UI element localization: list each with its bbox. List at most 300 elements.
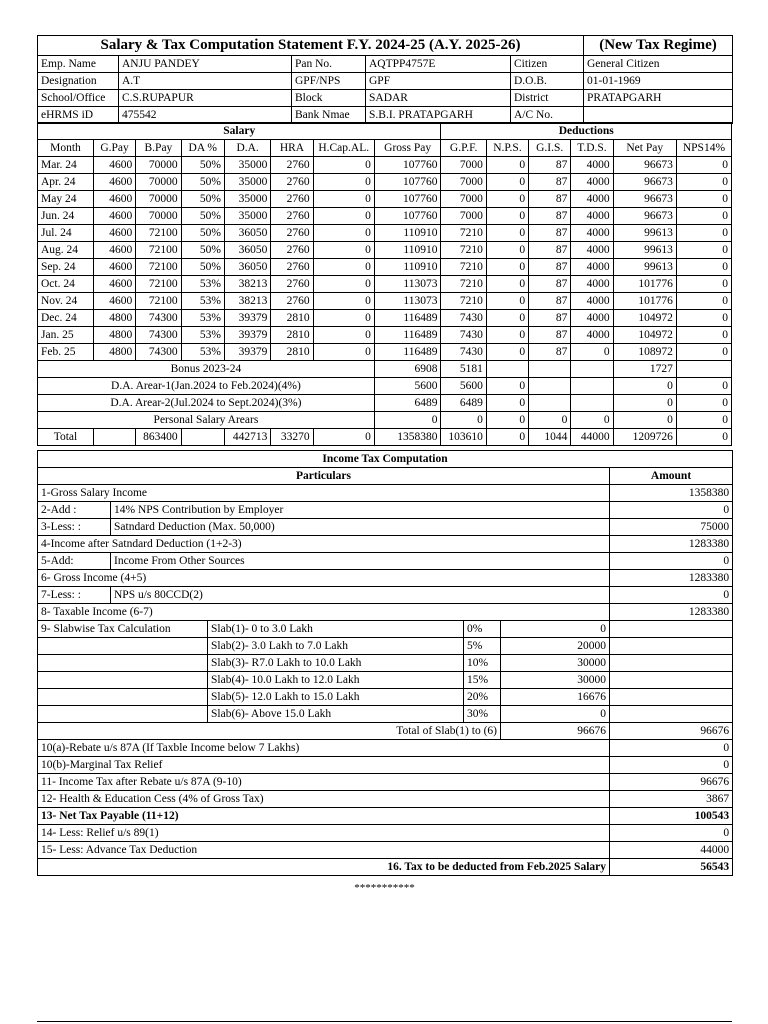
table-cell: 4600 [93, 191, 135, 208]
table-cell: 87 [529, 191, 571, 208]
table-cell: 0 [486, 157, 528, 174]
salary-heading: Salary [38, 123, 441, 140]
statement-title: Salary & Tax Computation Statement F.Y. 2024-25 (A.Y. 2025-26) [38, 36, 584, 56]
table-cell: 0 [676, 259, 731, 276]
table-cell: Feb. 25 [38, 344, 94, 361]
table-cell: 87 [529, 293, 571, 310]
table-cell: 38213 [224, 293, 270, 310]
tax-regime: (New Tax Regime) [584, 36, 733, 56]
table-cell: 39379 [224, 344, 270, 361]
table-cell: 50% [181, 225, 224, 242]
table-cell: 0 [486, 276, 528, 293]
table-cell: 96673 [613, 174, 676, 191]
table-cell: 35000 [224, 191, 270, 208]
table-cell: 0 [486, 310, 528, 327]
line-3-desc: Satndard Deduction (Max. 50,000) [111, 519, 610, 536]
table-cell: 4000 [571, 276, 613, 293]
table-cell: 7210 [441, 259, 486, 276]
table-cell: 108972 [613, 344, 676, 361]
table-cell: 50% [181, 174, 224, 191]
line-8-value: 1283380 [610, 604, 733, 621]
end-stars: *********** [354, 882, 415, 894]
arrear-tds: 0 [571, 412, 613, 429]
table-cell: 0 [676, 242, 731, 259]
table-cell: 50% [181, 157, 224, 174]
empty-cell [610, 672, 733, 689]
arrear-gpf: 5181 [441, 361, 486, 378]
table-cell: 101776 [613, 276, 676, 293]
column-header: HRA [271, 140, 313, 157]
column-header: G.I.S. [529, 140, 571, 157]
ac-label: A/C No. [511, 107, 584, 124]
slab-label: Slab(5)- 12.0 Lakh to 15.0 Lakh [208, 689, 464, 706]
table-cell: 110910 [374, 259, 441, 276]
table-cell: 104972 [613, 327, 676, 344]
table-cell: 116489 [374, 344, 441, 361]
total-gpf: 103610 [441, 429, 486, 446]
line-16-label: 16. Tax to be deducted from Feb.2025 Salary [38, 859, 610, 876]
table-cell: 50% [181, 259, 224, 276]
total-label: Total [38, 429, 94, 446]
table-cell: 0 [486, 327, 528, 344]
slab-tax: 0 [501, 621, 610, 638]
table-cell: 0 [486, 259, 528, 276]
table-cell: 74300 [136, 344, 181, 361]
line-8-label: 8- Taxable Income (6-7) [38, 604, 610, 621]
table-cell: 74300 [136, 310, 181, 327]
table-cell: 0 [676, 344, 731, 361]
table-cell: 4600 [93, 208, 135, 225]
table-cell: 87 [529, 259, 571, 276]
slab-label: Slab(3)- R7.0 Lakh to 10.0 Lakh [208, 655, 464, 672]
column-header: H.Cap.AL. [313, 140, 374, 157]
total-da: 442713 [224, 429, 270, 446]
slab-tax: 30000 [501, 672, 610, 689]
table-cell: 0 [676, 157, 731, 174]
amount-heading: Amount [610, 468, 733, 485]
table-cell: 99613 [613, 259, 676, 276]
total-row [38, 429, 732, 446]
table-cell: 4600 [93, 276, 135, 293]
table-cell: 101776 [613, 293, 676, 310]
arrear-gross: 5600 [374, 378, 441, 395]
table-cell: 2760 [271, 208, 313, 225]
arrear-gis [529, 361, 571, 378]
table-cell: 7000 [441, 208, 486, 225]
line-1-value: 1358380 [610, 485, 733, 502]
arrear-nps: 0 [486, 412, 528, 429]
table-cell: 96673 [613, 157, 676, 174]
table-cell: 53% [181, 327, 224, 344]
block-value: SADAR [366, 90, 511, 107]
arrear-tds [571, 361, 613, 378]
arrear-nps [486, 361, 528, 378]
table-cell: 96673 [613, 191, 676, 208]
table-row [38, 225, 732, 242]
slab-rate: 10% [464, 655, 501, 672]
table-row [38, 174, 732, 191]
designation-value: A.T [119, 73, 292, 90]
table-row [38, 276, 732, 293]
arrear-label: D.A. Arear-1(Jan.2024 to Feb.2024)(4%) [38, 378, 375, 395]
table-cell: 0 [313, 157, 374, 174]
line-4-label: 4-Income after Satndard Deduction (1+2-3) [38, 536, 610, 553]
slab-rate: 5% [464, 638, 501, 655]
table-cell: 35000 [224, 157, 270, 174]
table-cell: Apr. 24 [38, 174, 94, 191]
table-cell: 2760 [271, 276, 313, 293]
slab-tax: 16676 [501, 689, 610, 706]
table-cell: 7210 [441, 293, 486, 310]
table-cell: 38213 [224, 276, 270, 293]
arrear-gpf: 5600 [441, 378, 486, 395]
district-label: District [511, 90, 584, 107]
slab-rate: 30% [464, 706, 501, 723]
tax-heading: Income Tax Computation [38, 451, 733, 468]
line-10b-label: 10(b)-Marginal Tax Relief [38, 757, 610, 774]
table-cell: 96673 [613, 208, 676, 225]
table-cell: 116489 [374, 327, 441, 344]
arrear-gpf: 6489 [441, 395, 486, 412]
slab-rate: 20% [464, 689, 501, 706]
table-row [38, 157, 732, 174]
table-cell: 4000 [571, 242, 613, 259]
line-3-label: 3-Less: : [38, 519, 111, 536]
table-cell: 39379 [224, 327, 270, 344]
table-cell: 4000 [571, 174, 613, 191]
table-cell: 72100 [136, 242, 181, 259]
line-14-label: 14- Less: Relief u/s 89(1) [38, 825, 610, 842]
table-cell: 0 [676, 293, 731, 310]
table-cell: 4800 [93, 310, 135, 327]
table-cell: 7430 [441, 310, 486, 327]
slab-tax: 20000 [501, 638, 610, 655]
table-cell: 4000 [571, 310, 613, 327]
table-cell: 7430 [441, 344, 486, 361]
table-cell: 0 [486, 225, 528, 242]
page-divider [37, 1021, 732, 1022]
designation-label: Designation [38, 73, 119, 90]
line-12-label: 12- Health & Education Cess (4% of Gross Tax) [38, 791, 610, 808]
table-cell: 7210 [441, 242, 486, 259]
table-cell: 107760 [374, 174, 441, 191]
table-cell: 53% [181, 344, 224, 361]
empty-cell [38, 672, 208, 689]
column-header: NPS14% [676, 140, 731, 157]
table-cell: 113073 [374, 276, 441, 293]
column-header: N.P.S. [486, 140, 528, 157]
table-row [38, 208, 732, 225]
table-cell: 99613 [613, 242, 676, 259]
line-7-value: 0 [610, 587, 733, 604]
district-value: PRATAPGARH [584, 90, 733, 107]
table-cell: 35000 [224, 208, 270, 225]
table-cell: 50% [181, 242, 224, 259]
emp-name-label: Emp. Name [38, 56, 119, 73]
slab-total: 96676 [501, 723, 610, 740]
bank-label: Bank Nmae [292, 107, 366, 124]
table-cell: 74300 [136, 327, 181, 344]
line-1-label: 1-Gross Salary Income [38, 485, 610, 502]
table-cell: 4800 [93, 344, 135, 361]
line-10a-value: 0 [610, 740, 733, 757]
table-cell: 4000 [571, 157, 613, 174]
arrear-row [38, 412, 732, 429]
line-11-label: 11- Income Tax after Rebate u/s 87A (9-10) [38, 774, 610, 791]
table-row [38, 242, 732, 259]
total-nps14: 0 [676, 429, 731, 446]
line-6-label: 6- Gross Income (4+5) [38, 570, 610, 587]
table-cell: 72100 [136, 276, 181, 293]
particulars-heading: Particulars [38, 468, 610, 485]
table-cell: 0 [571, 344, 613, 361]
table-cell: 4600 [93, 174, 135, 191]
line-14-value: 0 [610, 825, 733, 842]
table-cell: 36050 [224, 259, 270, 276]
table-cell: 72100 [136, 225, 181, 242]
line-7-label: 7-Less: : [38, 587, 111, 604]
slab-rate: 0% [464, 621, 501, 638]
tax-computation-table [37, 450, 733, 876]
line-16-value: 56543 [610, 859, 733, 876]
slab-label: Slab(1)- 0 to 3.0 Lakh [208, 621, 464, 638]
slab-tax: 0 [501, 706, 610, 723]
arrear-nps14: 0 [676, 395, 731, 412]
table-cell: 0 [313, 344, 374, 361]
table-cell: 0 [486, 344, 528, 361]
table-cell: 2810 [271, 344, 313, 361]
table-cell: Mar. 24 [38, 157, 94, 174]
school-value: C.S.RUPAPUR [119, 90, 292, 107]
empty-cell [610, 638, 733, 655]
line-11-value: 96676 [610, 774, 733, 791]
dob-label: D.O.B. [511, 73, 584, 90]
line-12-value: 3867 [610, 791, 733, 808]
table-cell: 53% [181, 310, 224, 327]
line-10b-value: 0 [610, 757, 733, 774]
arrear-nps14: 0 [676, 412, 731, 429]
emp-name-value: ANJU PANDEY [119, 56, 292, 73]
total-bpay: 863400 [136, 429, 181, 446]
arrear-gis: 0 [529, 412, 571, 429]
table-cell: 99613 [613, 225, 676, 242]
table-cell: 2760 [271, 191, 313, 208]
arrear-tds [571, 378, 613, 395]
deductions-heading: Deductions [441, 123, 732, 140]
table-row [38, 293, 732, 310]
total-hra: 33270 [271, 429, 313, 446]
table-cell: 0 [313, 208, 374, 225]
table-cell: 0 [676, 208, 731, 225]
table-cell: 87 [529, 242, 571, 259]
table-cell: 53% [181, 293, 224, 310]
empty-cell [38, 638, 208, 655]
slab-label: Slab(2)- 3.0 Lakh to 7.0 Lakh [208, 638, 464, 655]
table-cell: 0 [676, 310, 731, 327]
table-cell: 0 [676, 327, 731, 344]
line-5-label: 5-Add: [38, 553, 111, 570]
column-header: B.Pay [136, 140, 181, 157]
table-cell: 4000 [571, 191, 613, 208]
arrear-label: D.A. Arear-2(Jul.2024 to Sept.2024)(3%) [38, 395, 375, 412]
arrear-nps14: 0 [676, 378, 731, 395]
line-3-value: 75000 [610, 519, 733, 536]
line-5-desc: Income From Other Sources [111, 553, 610, 570]
table-cell: 87 [529, 225, 571, 242]
arrear-label: Personal Salary Arears [38, 412, 375, 429]
table-cell: 110910 [374, 225, 441, 242]
line-10a-label: 10(a)-Rebate u/s 87A (If Taxble Income below 7 Lakhs) [38, 740, 610, 757]
table-cell: 0 [486, 242, 528, 259]
table-cell: 2760 [271, 157, 313, 174]
arrear-nps14 [676, 361, 731, 378]
table-cell: 36050 [224, 242, 270, 259]
line-15-label: 15- Less: Advance Tax Deduction [38, 842, 610, 859]
arrear-gross: 6489 [374, 395, 441, 412]
table-row [38, 327, 732, 344]
table-cell: 4000 [571, 327, 613, 344]
line-6-value: 1283380 [610, 570, 733, 587]
table-row [38, 191, 732, 208]
table-cell: 0 [676, 191, 731, 208]
table-cell: 87 [529, 327, 571, 344]
column-header: DA % [181, 140, 224, 157]
table-cell: Sep. 24 [38, 259, 94, 276]
slab-tax: 30000 [501, 655, 610, 672]
line-15-value: 44000 [610, 842, 733, 859]
table-cell: 7000 [441, 191, 486, 208]
column-header: T.D.S. [571, 140, 613, 157]
table-cell: 50% [181, 208, 224, 225]
total-tds: 44000 [571, 429, 613, 446]
table-cell: 0 [486, 191, 528, 208]
table-cell: 7000 [441, 174, 486, 191]
employee-info-table [37, 35, 733, 124]
table-cell: 2760 [271, 242, 313, 259]
table-cell: 70000 [136, 191, 181, 208]
arrear-nps: 0 [486, 395, 528, 412]
line-4-value: 1283380 [610, 536, 733, 553]
table-cell: 87 [529, 276, 571, 293]
total-gis: 1044 [529, 429, 571, 446]
arrear-row [38, 395, 732, 412]
table-cell: May 24 [38, 191, 94, 208]
table-cell: Dec. 24 [38, 310, 94, 327]
table-cell: 0 [313, 276, 374, 293]
table-cell: 4800 [93, 327, 135, 344]
table-cell: 7210 [441, 225, 486, 242]
table-cell: Oct. 24 [38, 276, 94, 293]
table-cell: 0 [313, 225, 374, 242]
dob-value: 01-01-1969 [584, 73, 733, 90]
slab-total-amount: 96676 [610, 723, 733, 740]
table-cell: 7000 [441, 157, 486, 174]
ac-value [584, 107, 733, 124]
table-cell: 2760 [271, 293, 313, 310]
table-cell: Jan. 25 [38, 327, 94, 344]
table-cell: 87 [529, 174, 571, 191]
table-cell: 72100 [136, 259, 181, 276]
table-cell: 0 [486, 293, 528, 310]
pan-label: Pan No. [292, 56, 366, 73]
arrear-nps: 0 [486, 378, 528, 395]
table-cell: 4600 [93, 225, 135, 242]
table-cell: 0 [676, 174, 731, 191]
table-cell: 87 [529, 344, 571, 361]
total-da-pct [181, 429, 224, 446]
table-cell: 87 [529, 157, 571, 174]
line-13-value: 100543 [610, 808, 733, 825]
line-2-value: 0 [610, 502, 733, 519]
table-cell: 0 [313, 310, 374, 327]
empty-cell [610, 706, 733, 723]
table-cell: 0 [486, 208, 528, 225]
table-cell: 2760 [271, 259, 313, 276]
arrear-net: 0 [613, 412, 676, 429]
arrear-label: Bonus 2023-24 [38, 361, 375, 378]
table-cell: 107760 [374, 191, 441, 208]
arrear-gis [529, 378, 571, 395]
table-cell: 2810 [271, 310, 313, 327]
total-net: 1209726 [613, 429, 676, 446]
total-hcap: 0 [313, 429, 374, 446]
table-cell: 50% [181, 191, 224, 208]
citizen-label: Citizen [511, 56, 584, 73]
table-cell: 35000 [224, 174, 270, 191]
empty-cell [610, 689, 733, 706]
table-cell: 4000 [571, 293, 613, 310]
arrear-net: 1727 [613, 361, 676, 378]
arrear-gpf: 0 [441, 412, 486, 429]
total-nps: 0 [486, 429, 528, 446]
empty-cell [38, 655, 208, 672]
block-label: Block [292, 90, 366, 107]
table-cell: 70000 [136, 208, 181, 225]
empty-cell [610, 655, 733, 672]
arrear-net: 0 [613, 378, 676, 395]
table-cell: 2760 [271, 225, 313, 242]
slab-rate: 15% [464, 672, 501, 689]
citizen-value: General Citizen [584, 56, 733, 73]
arrear-net: 0 [613, 395, 676, 412]
table-cell: 0 [676, 225, 731, 242]
column-header: G.P.F. [441, 140, 486, 157]
column-header: Net Pay [613, 140, 676, 157]
table-cell: Jun. 24 [38, 208, 94, 225]
table-cell: 53% [181, 276, 224, 293]
bank-value: S.B.I. PRATAPGARH [366, 107, 511, 124]
line-13-label: 13- Net Tax Payable (11+12) [38, 808, 610, 825]
table-cell: 72100 [136, 293, 181, 310]
table-cell: 104972 [613, 310, 676, 327]
line-7-desc: NPS u/s 80CCD(2) [111, 587, 610, 604]
ehrms-label: eHRMS iD [38, 107, 119, 124]
column-header: Gross Pay [374, 140, 441, 157]
line-2-label: 2-Add : [38, 502, 111, 519]
empty-cell [610, 621, 733, 638]
empty-cell [38, 706, 208, 723]
table-cell: 87 [529, 208, 571, 225]
table-cell: Aug. 24 [38, 242, 94, 259]
arrear-tds [571, 395, 613, 412]
arrear-gis [529, 395, 571, 412]
table-row [38, 344, 732, 361]
table-cell: 0 [313, 174, 374, 191]
table-cell: 4600 [93, 293, 135, 310]
salary-table [37, 122, 732, 446]
table-cell: 0 [313, 327, 374, 344]
line-2-desc: 14% NPS Contribution by Employer [111, 502, 610, 519]
